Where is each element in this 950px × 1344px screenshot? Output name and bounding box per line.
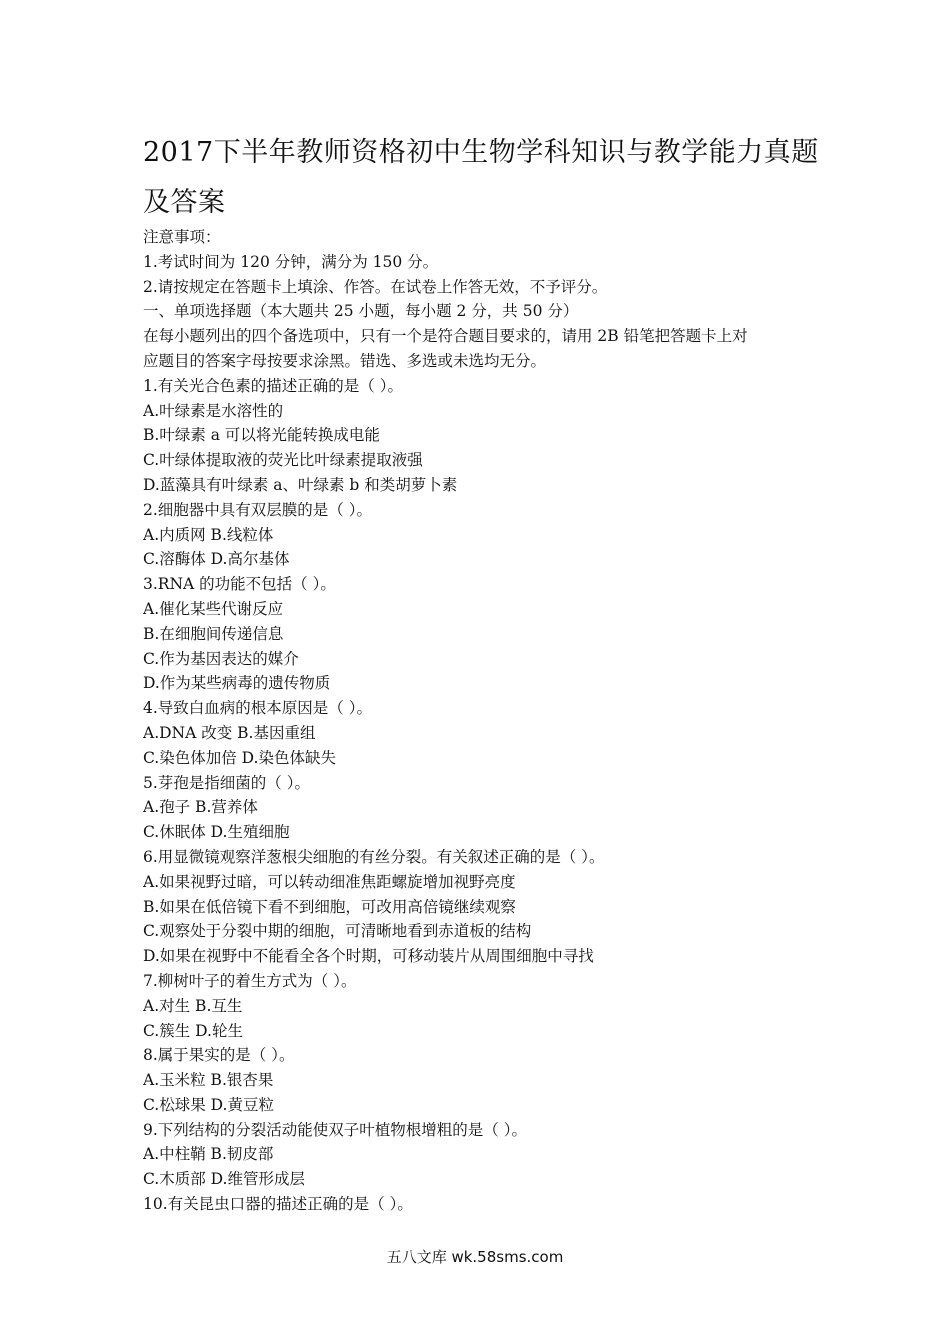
text-line: D.作为某些病毒的遗传物质 bbox=[143, 674, 331, 693]
text-line: 3.RNA 的功能不包括（ ）。 bbox=[143, 575, 336, 594]
text-line: 一、单项选择题（本大题共 25 小题，每小题 2 分，共 50 分） bbox=[143, 302, 579, 321]
text-line: C.观察处于分裂中期的细胞，可清晰地看到赤道板的结构 bbox=[143, 922, 532, 941]
text-line: A.催化某些代谢反应 bbox=[143, 599, 284, 618]
text-line: A.内质网 B.线粒体 bbox=[143, 525, 274, 544]
document-title: 2017下半年教师资格初中生物学科知识与教学能力真题及答案 bbox=[143, 137, 819, 218]
text-line: C.叶绿体提取液的荧光比叶绿素提取液强 bbox=[143, 451, 423, 470]
text-line: 6.用显微镜观察洋葱根尖细胞的有丝分裂。有关叙述正确的是（ ）。 bbox=[143, 847, 605, 866]
text-line: A.玉米粒 B.银杏果 bbox=[143, 1071, 274, 1090]
text-line: 2.细胞器中具有双层膜的是（ ）。 bbox=[143, 500, 372, 519]
text-line: 注意事项： bbox=[143, 228, 221, 246]
text-line: 在每小题列出的四个备选项中，只有一个是符合题目要求的，请用 2B 铅笔把答题卡上对 bbox=[143, 327, 748, 346]
text-line: A.叶绿素是水溶性的 bbox=[143, 401, 284, 420]
text-line: C.松球果 D.黄豆粒 bbox=[143, 1095, 274, 1114]
text-line: 1.考试时间为 120 分钟，满分为 150 分。 bbox=[143, 252, 439, 271]
text-line: B.如果在低倍镜下看不到细胞，可改用高倍镜继续观察 bbox=[143, 897, 516, 916]
text-line: 2.请按规定在答题卡上填涂、作答。在试卷上作答无效，不予评分。 bbox=[143, 277, 608, 296]
text-line: 7.柳树叶子的着生方式为（ ）。 bbox=[143, 971, 357, 990]
text-line: A.DNA 改变 B.基因重组 bbox=[143, 723, 316, 742]
text-line: D.蓝藻具有叶绿素 a、叶绿素 b 和类胡萝卜素 bbox=[143, 475, 458, 494]
text-line: B.叶绿素 a 可以将光能转换成电能 bbox=[143, 426, 380, 445]
text-line: C.木质部 D.维管形成层 bbox=[143, 1170, 305, 1189]
text-line: 8.属于果实的是（ ）。 bbox=[143, 1046, 295, 1065]
text-line: 5.芽孢是指细菌的（ ）。 bbox=[143, 773, 310, 792]
text-line: C.簇生 D.轮生 bbox=[143, 1021, 243, 1040]
text-line: 1.有关光合色素的描述正确的是（ ）。 bbox=[143, 376, 403, 395]
text-line: 10.有关昆虫口器的描述正确的是（ ）。 bbox=[143, 1195, 413, 1214]
text-line: A.孢子 B.营养体 bbox=[143, 798, 258, 817]
text-line: A.中柱鞘 B.韧皮部 bbox=[143, 1145, 274, 1164]
document-body bbox=[143, 225, 823, 1217]
text-line: C.作为基因表达的媒介 bbox=[143, 649, 299, 668]
text-line: C.溶酶体 D.高尔基体 bbox=[143, 550, 290, 569]
text-line: C.休眠体 D.生殖细胞 bbox=[143, 823, 290, 842]
text-line: C.染色体加倍 D.染色体缺失 bbox=[143, 748, 336, 767]
text-line: 4.导致白血病的根本原因是（ ）。 bbox=[143, 699, 372, 718]
text-line: A.对生 B.互生 bbox=[143, 996, 243, 1015]
text-line: D.如果在视野中不能看全各个时期，可移动装片从周围细胞中寻找 bbox=[143, 947, 594, 966]
text-line: A.如果视野过暗，可以转动细准焦距螺旋增加视野亮度 bbox=[143, 872, 516, 891]
text-line: 应题目的答案字母按要求涂黑。错选、多选或未选均无分。 bbox=[143, 351, 547, 370]
text-line: B.在细胞间传递信息 bbox=[143, 624, 284, 643]
page-footer: 五八文库 wk.58sms.com bbox=[386, 1248, 564, 1266]
text-line: 9.下列结构的分裂活动能使双子叶植物根增粗的是（ ）。 bbox=[143, 1120, 527, 1139]
